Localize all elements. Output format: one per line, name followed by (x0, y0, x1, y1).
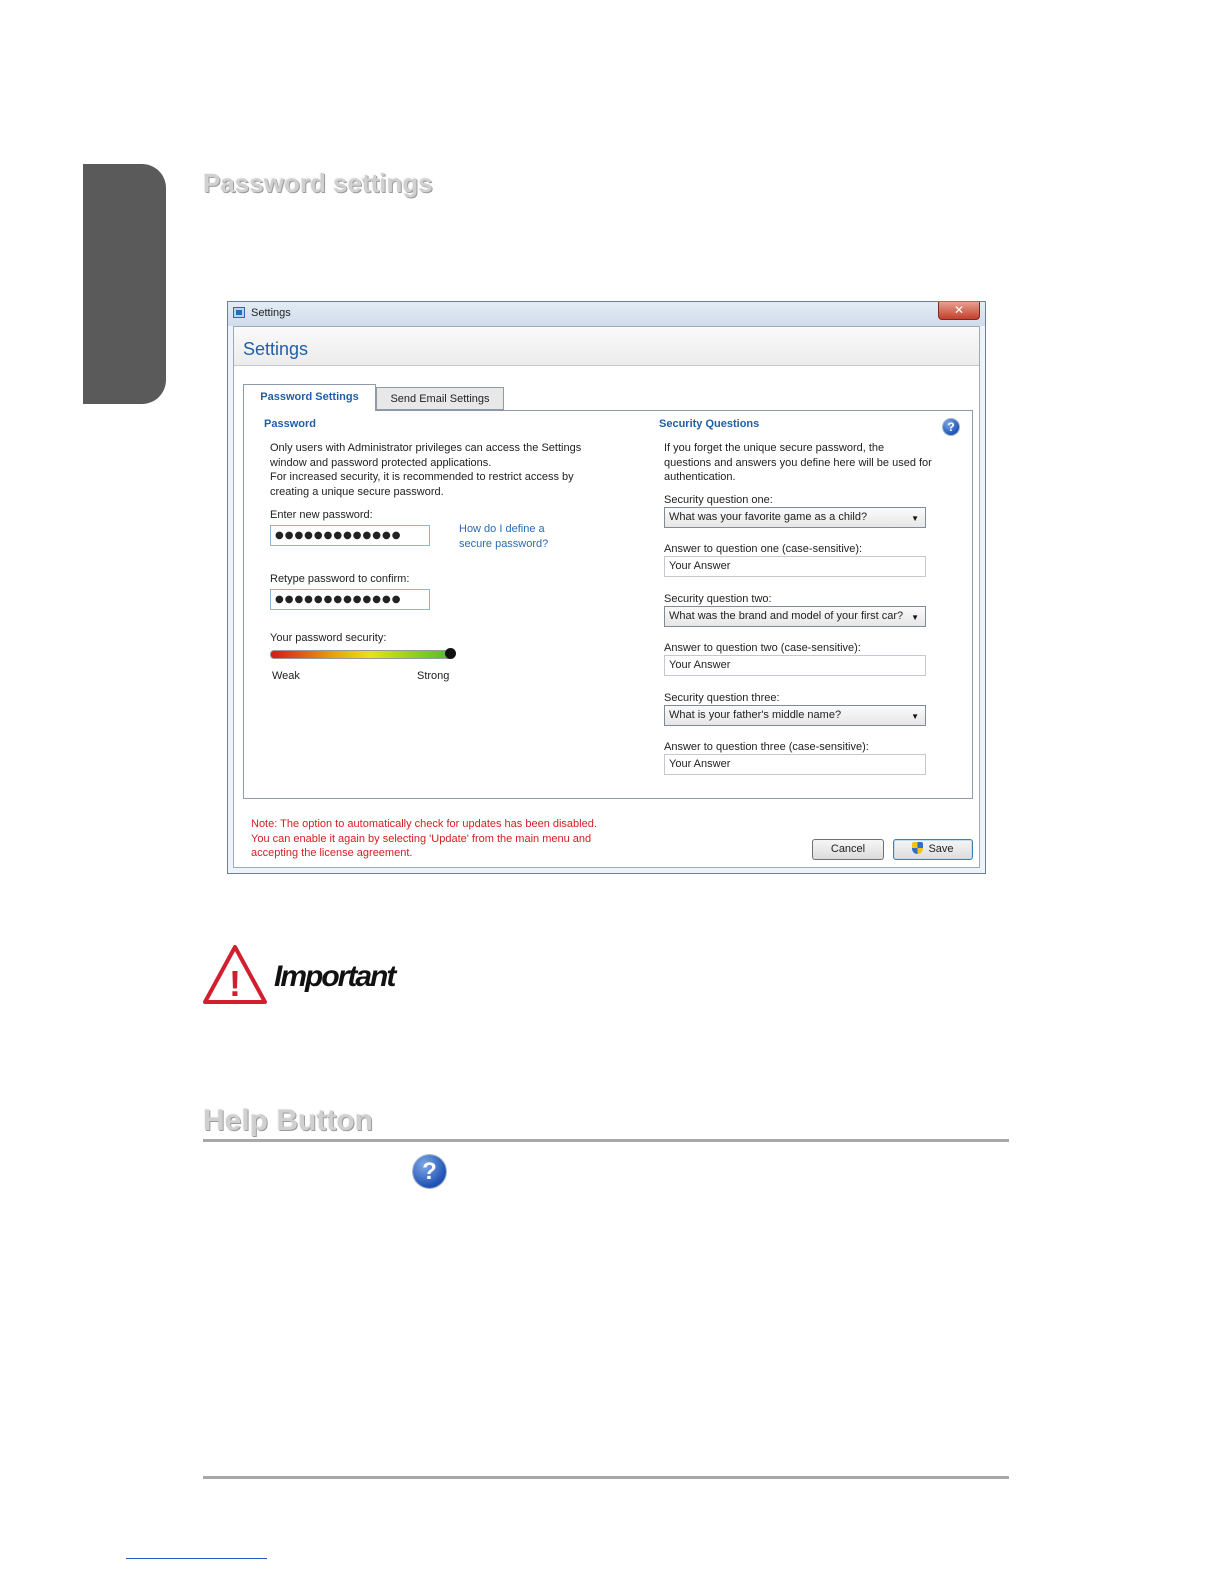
answer-three-input[interactable]: Your Answer (664, 754, 926, 775)
cancel-button[interactable]: Cancel (812, 839, 884, 860)
chevron-down-icon: ▼ (911, 613, 919, 622)
footer-underline (126, 1558, 267, 1559)
settings-window (227, 301, 986, 874)
settings-header-title: Settings (243, 339, 309, 359)
chevron-down-icon: ▼ (911, 514, 919, 523)
confirm-password-input[interactable]: ●●●●●●●●●●●●● (270, 589, 430, 610)
question-two-label: Security question two: (664, 593, 772, 605)
warning-triangle-icon (202, 944, 268, 1006)
answer-two-label: Answer to question two (case-sensitive): (664, 642, 861, 654)
settings-header (234, 327, 979, 366)
new-password-input[interactable]: ●●●●●●●●●●●●● (270, 525, 430, 546)
new-password-label: Enter new password: (270, 509, 373, 521)
window-title: Settings (251, 307, 291, 319)
close-button[interactable]: ✕ (938, 302, 980, 320)
settings-client-area (233, 326, 980, 868)
title-bar (228, 302, 985, 326)
save-button[interactable] (893, 839, 973, 860)
chevron-down-icon: ▼ (911, 712, 919, 721)
answer-two-input[interactable]: Your Answer (664, 655, 926, 676)
footer-divider (203, 1476, 1009, 1479)
password-intro-text: Only users with Administrator privileges can access the Settings window and password protected applications. For increased security, it is recommended to restrict access by creating a unique secure password. (270, 442, 582, 498)
confirm-password-label: Retype password to confirm: (270, 573, 410, 585)
password-settings-heading: Password settings (203, 168, 433, 198)
password-security-label: Your password security: (270, 632, 387, 644)
tab-password-settings[interactable]: Password Settings (243, 384, 376, 411)
question-two-select[interactable] (664, 606, 926, 627)
password-section-title: Password (264, 418, 316, 430)
tab-send-email-settings[interactable]: Send Email Settings (376, 387, 504, 410)
section-divider (203, 1139, 1009, 1142)
password-settings-panel (243, 410, 973, 799)
question-three-select[interactable] (664, 705, 926, 726)
question-one-value: What was your favorite game as a child? (669, 511, 868, 523)
help-button-heading: Help Button (203, 1104, 373, 1137)
update-disabled-note: Note: The option to automatically check for updates has been disabled. You can enable it again by selecting 'Update' from the main menu and accepting the license agreement. (251, 818, 597, 859)
weak-label: Weak (272, 670, 300, 682)
help-icon[interactable]: ? (943, 419, 959, 435)
question-three-label: Security question three: (664, 692, 780, 704)
security-questions-title: Security Questions (659, 418, 760, 430)
save-button-label: Save (928, 843, 954, 855)
help-icon: ? (413, 1155, 446, 1188)
question-two-value: What was the brand and model of your first car? (669, 610, 904, 622)
answer-one-label: Answer to question one (case-sensitive): (664, 543, 863, 555)
answer-three-label: Answer to question three (case-sensitive): (664, 741, 869, 753)
secure-password-help-link[interactable]: How do I define a secure password? (459, 523, 549, 550)
question-one-label: Security question one: (664, 494, 773, 506)
chapter-side-tab (83, 164, 166, 404)
warning-exclamation: ! (229, 963, 241, 1004)
shield-icon (912, 842, 923, 854)
strong-label: Strong (417, 670, 450, 682)
answer-one-input[interactable]: Your Answer (664, 556, 926, 577)
password-strength-indicator (445, 648, 456, 659)
password-strength-meter (270, 650, 452, 659)
question-one-select[interactable] (664, 507, 926, 528)
important-label: Important (274, 960, 395, 993)
question-three-value: What is your father's middle name? (669, 709, 842, 721)
security-intro-text: If you forget the unique secure password, the questions and answers you define here will be used for authentication. (664, 442, 932, 483)
app-icon (233, 307, 245, 318)
